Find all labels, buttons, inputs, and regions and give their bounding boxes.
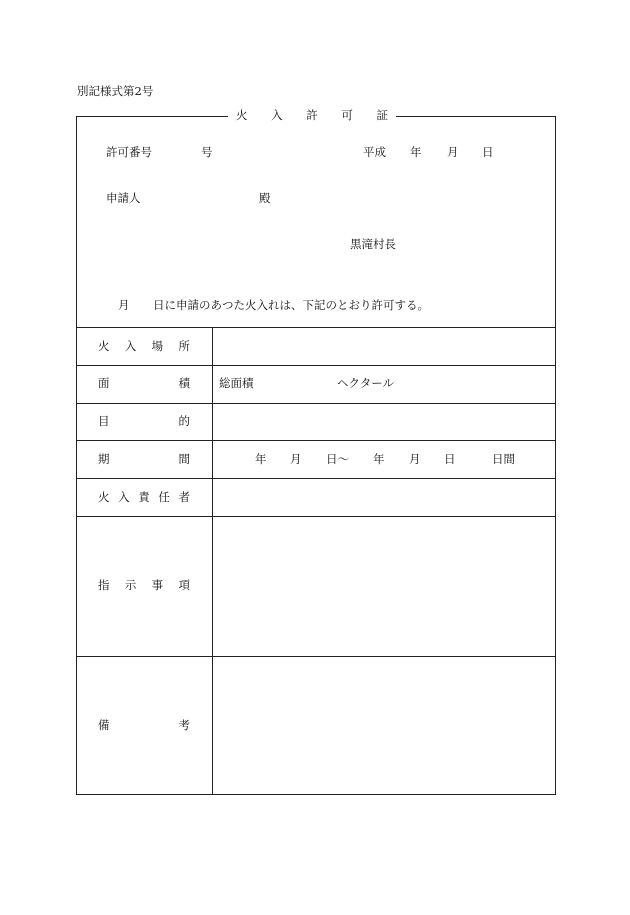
- label-char: 入: [118, 490, 130, 504]
- day-label: 日: [482, 145, 494, 159]
- issuer: 黒滝村長: [350, 237, 396, 251]
- period-start-year: 年: [255, 452, 267, 466]
- period-end-day: 日: [444, 452, 456, 466]
- label-char: 所: [178, 339, 190, 353]
- label-char: 入: [124, 339, 137, 353]
- label-char: 火: [98, 339, 110, 353]
- area-unit: ヘクタール: [337, 376, 395, 390]
- label-char: 積: [178, 376, 190, 390]
- label-char: 備: [98, 718, 110, 732]
- label-char: 事: [151, 578, 164, 592]
- responsible-label: [98, 492, 190, 504]
- label-char: 目: [98, 414, 110, 428]
- honorific: 殿: [259, 191, 271, 205]
- statement-month: 月: [118, 298, 130, 312]
- label-char: 的: [178, 414, 190, 428]
- label-char: 責: [138, 490, 150, 504]
- period-label: [98, 454, 190, 466]
- area-label: [98, 378, 190, 390]
- applicant-label: 申請人: [106, 191, 141, 205]
- statement-text: 日に申請のあつた火入れは、下記のとおり許可する。: [153, 298, 429, 312]
- title-char: 可: [341, 108, 353, 122]
- label-char: 場: [151, 339, 164, 353]
- row-divider: [76, 327, 556, 328]
- form-number: 別記様式第2号: [77, 84, 154, 98]
- title-char: 証: [376, 108, 388, 122]
- row-divider: [76, 403, 556, 404]
- row-divider: [76, 440, 556, 441]
- period-start-day: 日～: [326, 452, 349, 466]
- label-char: 火: [98, 490, 110, 504]
- label-char: 項: [178, 578, 190, 592]
- label-char: 示: [124, 578, 137, 592]
- permit-number-label: 許可番号: [106, 145, 152, 159]
- permit-number-suffix: 号: [201, 145, 213, 159]
- total-area-label: 総面積: [219, 376, 254, 390]
- column-divider: [212, 327, 213, 795]
- label-char: 間: [178, 452, 190, 466]
- month-label: 月: [447, 145, 459, 159]
- instructions-label: [98, 580, 190, 592]
- label-char: 任: [158, 490, 170, 504]
- remarks-label: [98, 720, 190, 732]
- row-divider: [76, 656, 556, 657]
- label-char: 指: [98, 578, 110, 592]
- label-char: 考: [178, 718, 190, 732]
- row-divider: [76, 478, 556, 479]
- period-end-month: 月: [409, 452, 421, 466]
- label-char: 面: [98, 376, 110, 390]
- period-days: 日間: [492, 452, 515, 466]
- label-char: 期: [98, 452, 110, 466]
- title-char: 入: [271, 108, 283, 122]
- location-label: [98, 341, 190, 353]
- title-char: 火: [236, 108, 248, 122]
- year-label: 年: [410, 145, 422, 159]
- era-label: 平成: [363, 145, 386, 159]
- row-divider: [76, 516, 556, 517]
- document-title: [228, 110, 396, 122]
- row-divider: [76, 365, 556, 366]
- title-char: 許: [306, 108, 318, 122]
- period-end-year: 年: [373, 452, 385, 466]
- label-char: 者: [178, 490, 190, 504]
- purpose-label: [98, 416, 190, 428]
- period-start-month: 月: [290, 452, 302, 466]
